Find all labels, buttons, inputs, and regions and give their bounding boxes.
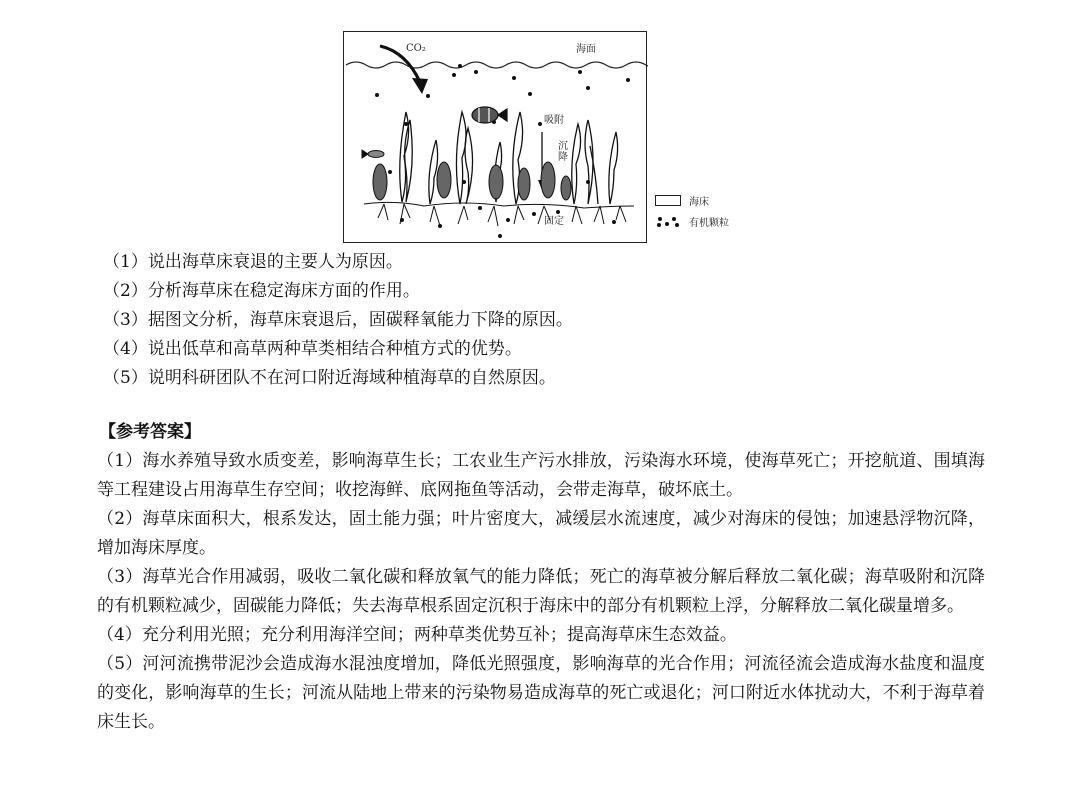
co2-arrowhead: [412, 78, 428, 94]
answer-section: [97, 418, 985, 737]
answer-3: （3）海草光合作用减弱，吸收二氧化碳和释放氧气的能力降低；死亡的海草被分解后释放二氧化碳；海草吸附和沉降的有机颗粒减少，固碳能力降低；失去海草根系固定沉积于海床中的部分有机颗粒上浮，分解释放二氧化碳量增多。: [97, 567, 985, 616]
fish-small: [362, 150, 384, 158]
adsorb-label: 吸附: [544, 115, 564, 126]
answer-5: （5）河河流携带泥沙会造成海水混浊度增加，降低光照强度，影响海草的光合作用；河流径流会造成海水盐度和温度的变化，影响海草的生长；河流从陆地上带来的污染物易造成海草的死亡或退化；河口附近水体扰动大，不利于海草着床生长。: [97, 654, 985, 732]
fix-label: 固定: [544, 216, 564, 227]
answer-1: （1）海水养殖导致水质变差，影响海草生长；工农业生产污水排放，污染海水环境，使海草死亡；开挖航道、围填海等工程建设占用海草生存空间；收挖海鲜、底网拖鱼等活动，会带走海草，破坏底土。: [97, 451, 985, 500]
roots: [364, 202, 634, 226]
seagrass: [400, 112, 618, 204]
question-3: （3）据图文分析，海草床衰退后，固碳释氧能力下降的原因。: [103, 310, 573, 330]
legend-label-seabed: 海床: [689, 197, 709, 208]
answer-2: （2）海草床面积大，根系发达，固土能力强；叶片密度大，减缓层水流速度，减少对海床的侵蚀；加速悬浮物沉降，增加海床厚度。: [97, 509, 985, 558]
question-4: （4）说出低草和高草两种草类相结合种植方式的优势。: [103, 339, 522, 359]
answer-heading: 【参考答案】: [99, 422, 201, 442]
sea-surface-wave: [346, 62, 648, 68]
answer-4: （4）充分利用光照；充分利用海洋空间；两种草类优势互补；提高海草床生态效益。: [97, 625, 737, 645]
seagrass-diagram: [343, 31, 647, 243]
particles-swatch: [655, 214, 681, 228]
organic-particles: [375, 64, 630, 238]
question-1: （1）说出海草床衰退的主要人为原因。: [103, 252, 403, 272]
question-list: [97, 248, 985, 393]
seabed-swatch: [655, 195, 681, 206]
question-5: （5）说明科研团队不在河口附近海域种植海草的自然原因。: [103, 368, 556, 388]
fish-large: [472, 107, 507, 123]
settle-label: 沉降: [558, 141, 568, 163]
sea-surface-label: 海面: [576, 44, 596, 55]
co2-label: CO₂: [406, 43, 426, 54]
seagrass-illustration: [344, 32, 648, 244]
question-2: （2）分析海草床在稳定海床方面的作用。: [103, 281, 420, 301]
figure-legend: [655, 193, 765, 233]
legend-label-particles: 有机颗粒: [689, 218, 729, 229]
